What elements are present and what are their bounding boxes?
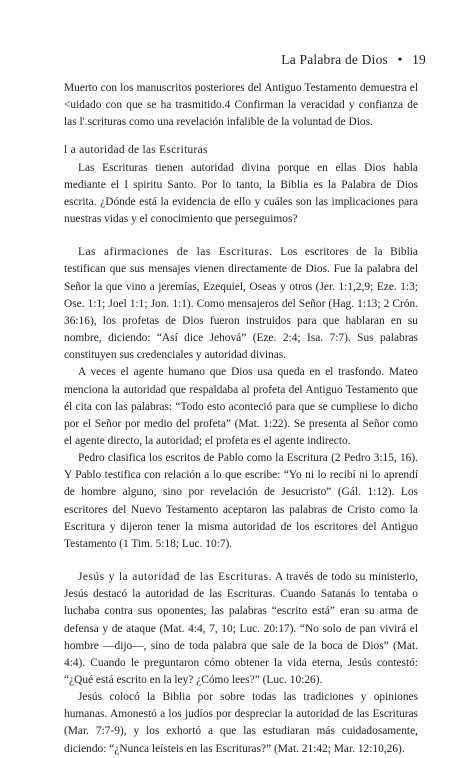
final-paragraph: Jesús colocó la Biblia por sobre todas las tradiciones y opiniones humanas. Amonestó a los judíos por despreciar la autoridad de las Escrituras (Mar. 7:7-9), y los exhortó a que las estudiaran más cuidadosamente, diciendo: “¿Nunca leísteis en las Escrituras?” (Mat. 21:42; Mar. 12:10,26). [64, 691, 418, 755]
running-header [281, 52, 426, 68]
agent-paragraph: A veces el agente humano que Dios usa queda en el trasfondo. Mateo menciona la autoridad que respaldaba al profeta del Antiguo Testamento que él cita con las palabras: “Todo esto aconteció para que se cumpliese lo dicho por el Señor por medio del profeta” (Mat. 1:22). Se presenta al Señor como el agente directo, la autoridad; el profeta es el agente indirecto. [64, 366, 418, 447]
affirmations-text: Los escritores de la Biblia testifican que sus mensajes vienen directamente de Dios. Fue la palabra del Señor la que vino a jeremías, Ezequiel, Oseas y otros (Jer. 1:1,2,9; Eze. 1:3; Ose. 1:1; Joel 1:1; Jon. 1:1). Como mensajeros del Señor (Hag. 1:13; 2 Crón. 36:16), los profetas de Dios fueron instruidos para que hablaran en su nombre, diciendo: “Así dice Jehová” (Eze. 2:4; Isa. 7:7). Sus palabras constituyen sus credenciales y autoridad divinas. [64, 246, 418, 362]
intro-paragraph: Muerto con los manuscritos posteriores del Antiguo Testamento demuestra el <uidado con que se ha trasmitido.4 Confirman la veracidad y confianza de las l'.scrituras como una revelación infalible de la voluntad de Dios. [64, 82, 418, 129]
jesus-runin-heading: Jesús y la autoridad de las Escrituras. [78, 571, 272, 584]
page-number: 19 [412, 52, 426, 67]
jesus-paragraph [64, 569, 418, 689]
section-heading: l a autoridad de las Escrituras [64, 144, 208, 157]
page-body [64, 80, 418, 758]
jesus-text: A través de todo su ministerio, Jesús destacó la autoridad de las Escrituras. Cuando Satanás lo tentaba o luchaba contra sus oponentes, las palabras “escrito está” eran su arma de defensa y de ataque (Mat. 4:4, 7, 10; Luc. 20:17). “No solo de pan vivirá el hombre —dijo—, sino de toda palabra que sale de la boca de Dios” (Mat. 4:4). Cuando le preguntaron cómo obtener la vida eterna, Jesús contestó: “¿Qué está escrito en la ley? ¿Cómo lees?” (Luc. 10:26). [64, 571, 419, 686]
section-paragraph: Las Escrituras tienen autoridad divina porque en ellas Dios habla mediante el I spiritu Santo. Por lo tanto, la Biblia es la Palabra de Dios escrita. ¿Dónde está la evidencia de ello y cuáles son las implicaciones para nuestras vidas y el conocimiento que perseguimos? [64, 161, 418, 226]
header-bullet: • [397, 52, 403, 67]
affirmations-runin-heading: Las afirmaciones de las Escrituras. [78, 246, 273, 259]
running-header-title: La Palabra de Dios [281, 52, 388, 67]
affirmations-paragraph [64, 244, 418, 364]
pedro-paragraph: Pedro clasifica los escritos de Pablo como la Escritura (2 Pedro 3:15, 16). Y Pablo testifica con relación a lo que escribe: “Yo ni lo recibí ni lo aprendí de hombre alguno, sino por revelación de Jesucristo” (Gál. 1:12). Los escritores del Nuevo Testamento aceptaron las palabras de Cristo como la Escritura y dijeron tener la misma autoridad de los escritores del Antiguo Testamento (1 Tim. 5:18; Luc. 10:7). [64, 452, 418, 550]
